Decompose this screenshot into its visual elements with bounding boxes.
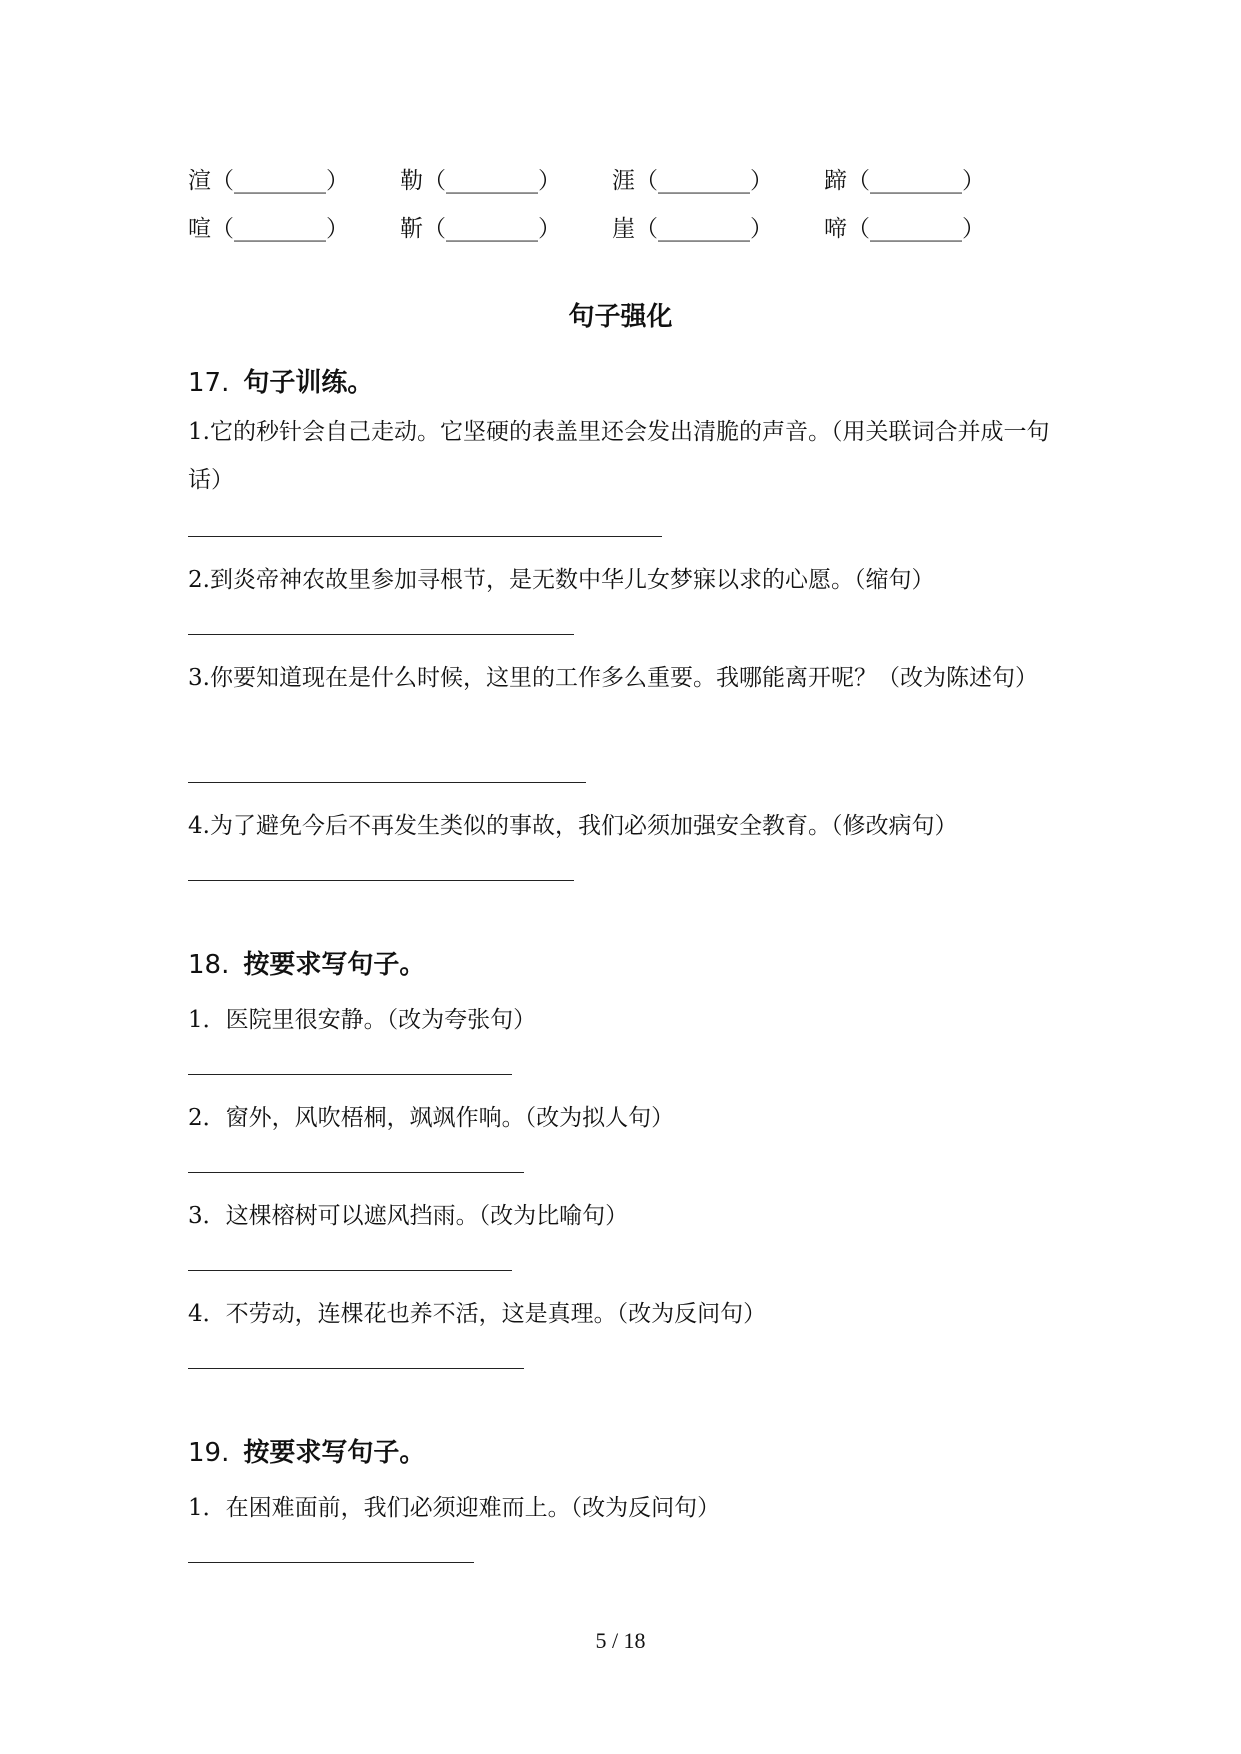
char-fill-item: 渲（________） [188, 168, 349, 194]
question-18-item-1: 1．医院里很安静。（改为夸张句） [188, 1007, 537, 1033]
question-number: 19. [188, 1438, 230, 1468]
char-fill-item: 蹄（________） [824, 168, 985, 194]
answer-line[interactable] [188, 880, 574, 881]
question-number: 17. [188, 368, 230, 398]
answer-line[interactable] [188, 1562, 474, 1563]
question-17-item-2: 2.到炎帝神农故里参加寻根节，是无数中华儿女梦寐以求的心愿。（缩句） [188, 567, 935, 593]
char-fill-item: 涯（________） [612, 168, 773, 194]
answer-line[interactable] [188, 536, 662, 537]
char-fill-item: 崖（________） [612, 216, 773, 242]
question-17-item-4: 4.为了避免今后不再发生类似的事故，我们必须加强安全教育。（修改病句） [188, 813, 958, 839]
question-18-item-4: 4．不劳动，连棵花也养不活，这是真理。（改为反问句） [188, 1301, 767, 1327]
section-title: 句子强化 [568, 302, 673, 332]
answer-line[interactable] [188, 634, 574, 635]
answer-line[interactable] [188, 1074, 512, 1075]
question-number: 18. [188, 950, 230, 980]
question-18-item-3: 3．这棵榕树可以遮风挡雨。（改为比喻句） [188, 1203, 629, 1229]
question-17-item-1: 1.它的秒针会自己走动。它坚硬的表盖里还会发出清脆的声音。（用关联词合并成一句话） [188, 419, 1050, 493]
char-fill-item: 啼（________） [824, 216, 985, 242]
answer-line[interactable] [188, 1172, 524, 1173]
char-fill-item: 喧（________） [188, 216, 349, 242]
question-17-item-3: 3.你要知道现在是什么时候，这里的工作多么重要。我哪能离开呢？（改为陈述句） [188, 665, 1038, 691]
question-19-item-1: 1．在困难面前，我们必须迎难而上。（改为反问句） [188, 1495, 721, 1521]
page-number: 5 / 18 [595, 1628, 646, 1653]
question-19-heading [188, 1432, 425, 1469]
question-18-heading [188, 944, 425, 981]
question-title: 句子训练。 [243, 368, 374, 398]
question-title: 按要求写句子。 [243, 950, 426, 980]
answer-line[interactable] [188, 1368, 524, 1369]
char-fill-item: 靳（________） [400, 216, 561, 242]
char-fill-item: 勒（________） [400, 168, 561, 194]
answer-line[interactable] [188, 782, 586, 783]
question-17-heading [188, 362, 373, 399]
question-title: 按要求写句子。 [243, 1438, 426, 1468]
question-18-item-2: 2．窗外，风吹梧桐，飒飒作响。（改为拟人句） [188, 1105, 675, 1131]
answer-line[interactable] [188, 1270, 512, 1271]
